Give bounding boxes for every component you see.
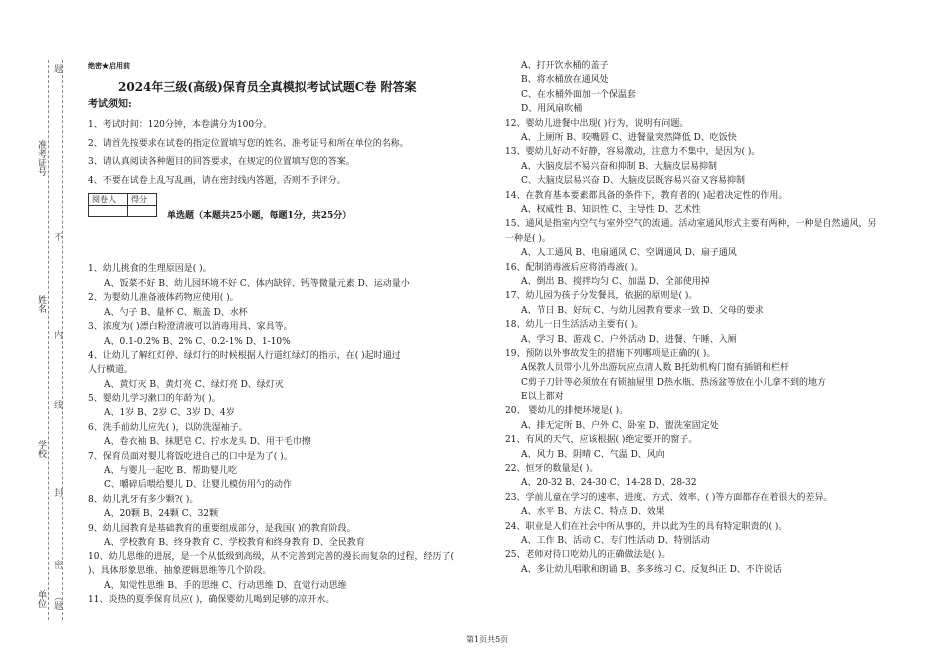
answer-options: E以上都对: [521, 392, 564, 402]
question-line: 20、 婴幼儿的排便环境是( )。: [505, 406, 629, 416]
question-line: 1、幼儿挑食的生理原因是( )。: [88, 264, 212, 274]
answer-options: A、倒出 B、搅拌均匀 C、加温 D、全部使用掉: [521, 277, 710, 287]
grader-reviewer-cell: 阅卷人: [89, 194, 128, 206]
page-title: 2024年三级(高级)保育员全真模拟考试试题C卷 附答案: [118, 80, 417, 94]
question-line: 24、职业是人们在社会中所从事的，并以此为生的具有特定职责的( )。: [505, 522, 788, 532]
answer-options: A、知觉性思维 B、手的思维 C、行动思维 D、直觉行动思维: [104, 581, 347, 591]
question-line: 8、幼儿乳牙有多少颗?( )。: [88, 495, 199, 505]
question-line: 9、幼儿园教育是基础教育的重要组成部分，是我国( )的教育阶段。: [88, 524, 356, 534]
question-line: 2、为婴幼儿准备液体药物应使用( )。: [88, 293, 239, 303]
question-line: 6、洗手前幼儿应先( )，以防洗湿袖子。: [88, 423, 248, 433]
question-line: 12、婴幼儿进餐中出现( )行为，说明有问题。: [505, 119, 689, 129]
answer-options: A、卷衣袖 B、抹肥皂 C、拧水龙头 D、用干毛巾擦: [104, 437, 311, 447]
question-line: 5、婴幼儿学习漱口的年龄为( )。: [88, 394, 221, 404]
answer-options: A、黄灯灭 B、黄灯亮 C、绿灯亮 D、绿灯灭: [104, 380, 284, 390]
notice-item: 3、请认真阅读各种题目的回答要求，在规定的位置填写您的答案。: [88, 157, 355, 167]
question-line: 22、恒牙的数量是( )。: [505, 464, 599, 474]
question-line: 11、炎热的夏季保育员应( )，确保婴幼儿喝到足够的凉开水。: [88, 595, 335, 605]
answer-options: A、1岁 B、2岁 C、3岁 D、4岁: [104, 408, 235, 418]
answer-options: A、20-32 B、24-30 C、14-28 D、28-32: [521, 478, 697, 488]
answer-options: C、在水桶外面加一个保温套: [521, 90, 636, 100]
question-line: 10、幼儿思维的进展，是一个从低级到高级，从不完善到完善的漫长而复杂的过程，经历了(: [88, 552, 454, 562]
exam-number-label: 准考证号: [36, 140, 46, 176]
answer-options: A、饭菜不好 B、幼儿园环境不好 C、体内缺锌、钙等微量元素 D、运动量小: [104, 279, 410, 289]
section-heading: 单选题（本题共25小题，每题1分，共25分）: [167, 211, 352, 221]
notice-item: 2、请首先按要求在试卷的指定位置填写您的姓名、准考证号和所在单位的名称。: [88, 139, 409, 149]
question-line: 16、配制消毒液后应将消毒液( )。: [505, 263, 644, 273]
seal-mark-bu: 不: [52, 232, 62, 241]
grader-reviewer-blank: [89, 206, 128, 217]
seal-mark-nei: 内: [52, 330, 62, 339]
seal-mark-dianti: （题: [52, 592, 62, 610]
answer-options: A、勺子 B、量杯 C、瓶盖 D、水杯: [104, 308, 248, 318]
answer-options: A、工作 B、活动 C、专门性活动 D、特别活动: [521, 536, 710, 546]
question-line: 4、让幼儿了解红灯停、绿灯行的时候根据人行道红绿灯的指示，在( )起时通过: [88, 351, 401, 361]
answer-options: C剪子刀针等必须放在有锁抽屉里 D热水瓶、热汤盆等放在小儿拿不到的地方: [521, 378, 826, 388]
seal-mark-mi: 密: [52, 560, 62, 569]
answer-options: D、用风扇吹桶: [521, 104, 583, 114]
question-line: 3、浓度为( )漂白粉澄清液可以消毒用具、家具等。: [88, 322, 293, 332]
answer-options: A、大脑皮层不易兴奋和抑制 B、大脑皮层易抑制: [521, 162, 717, 172]
school-label: 学校: [36, 440, 46, 458]
answer-options: B、将水桶放在通风处: [521, 75, 609, 85]
answer-options: A、打开饮水桶的盖子: [521, 61, 609, 71]
question-line: 一种是( )。: [505, 234, 551, 244]
answer-options: A、权威性 B、知识性 C、主导性 D、艺术性: [521, 205, 701, 215]
answer-options: A、水平 B、方法 C、特点 D、效果: [521, 507, 665, 517]
question-line: 19、预防以外事故发生的措施下列哪项是正确的( )。: [505, 349, 716, 359]
question-line: 25、老师对待口吃幼儿的正确做法是( )。: [505, 550, 671, 560]
question-line: 15、通风是指室内空气与室外空气的流通。活动室通风形式主要有两种，一种是自然通风，另: [505, 219, 877, 229]
unit-label: 单位: [36, 590, 46, 608]
question-line: 17、幼儿园为孩子分发餐具，依据的原则是( )。: [505, 291, 698, 301]
notice-item: 4、不要在试卷上乱写乱画，请在密封线内答题，否则不予评分。: [88, 176, 346, 186]
answer-options: A、20颗 B、24颗 C、32颗: [104, 509, 219, 519]
question-line: 人行横道。: [88, 365, 134, 375]
seal-mark-ti: 题: [52, 64, 62, 73]
name-label: 姓名: [36, 295, 46, 313]
seal-line-outer: [48, 60, 49, 620]
question-line: 14、在教育基本要素都具备的条件下，教育者的( )起着决定性的作用。: [505, 191, 788, 201]
grader-score-blank: [128, 206, 157, 217]
answer-options: C、嚼碎后喂给婴儿 D、让婴儿模仿用勺的动作: [104, 480, 292, 490]
grader-score-cell: 得分: [128, 194, 157, 206]
answer-options: A、风力 B、阴晴 C、气温 D、风向: [521, 450, 665, 460]
answer-options: A、学校教育 B、终身教育 C、学校教育和终身教育 D、全民教育: [104, 538, 365, 548]
answer-options: A、0.1-0.2% B、2% C、0.2-1% D、1-10%: [104, 337, 291, 347]
question-line: 13、婴幼儿好动不好静，容易激动，注意力不集中，是因为( )。: [505, 147, 761, 157]
answer-options: A保教人员带小儿外出游玩应点清人数 B托幼机构门窗有插销和栏杆: [521, 363, 789, 373]
answer-options: A、上厕所 B、咬嘴唇 C、进餐量突然降低 D、吃饭快: [521, 133, 737, 143]
notice-item: 1、考试时间：120分钟，本卷满分为100分。: [88, 120, 273, 130]
answer-options: A、排无定所 B、户外 C、卧室 D、盥洗室固定处: [521, 421, 719, 431]
question-line: 7、保育员面对婴儿将饭吃进自己的口中是为了( )。: [88, 452, 293, 462]
seal-mark-xian: 线: [52, 400, 62, 409]
question-line: 21、有风的天气，应该根据( )绝定要开的窗子。: [505, 435, 698, 445]
secret-label: 绝密★启用前: [88, 61, 130, 70]
page-footer: 第1页共5页: [466, 635, 509, 644]
answer-options: C、大脑皮层易兴奋 D、大脑皮层既容易兴奋又容易抑制: [521, 176, 745, 186]
answer-options: A、节日 B、好玩 C、与幼儿园教育要求一致 D、父母的要求: [521, 306, 764, 316]
answer-options: A、多让幼儿唱歌和朗诵 B、多多练习 C、反复纠正 D、不许说话: [521, 565, 782, 575]
grader-table: [88, 193, 157, 217]
answer-options: A、人工通风 B、电扇通风 C、空调通风 D、扇子通风: [521, 248, 737, 258]
question-line: 23、学前儿童在学习的速率、进度、方式、效率、( )等方面都存在着很大的差异。: [505, 493, 833, 503]
answer-options: A、学习 B、游戏 C、户外活动 D、进餐、午睡、入厕: [521, 335, 737, 345]
seal-line-inner: [62, 60, 63, 620]
notice-heading: 考试须知:: [88, 99, 132, 110]
question-line: 18、幼儿一日生活活动主要有( )。: [505, 320, 644, 330]
answer-options: A、与婴儿一起吃 B、帮助婴儿吃: [104, 466, 237, 476]
question-line: )、具体形象思维、抽象逻辑思维等几个阶段。: [88, 566, 272, 576]
seal-mark-feng: 封: [52, 488, 62, 497]
